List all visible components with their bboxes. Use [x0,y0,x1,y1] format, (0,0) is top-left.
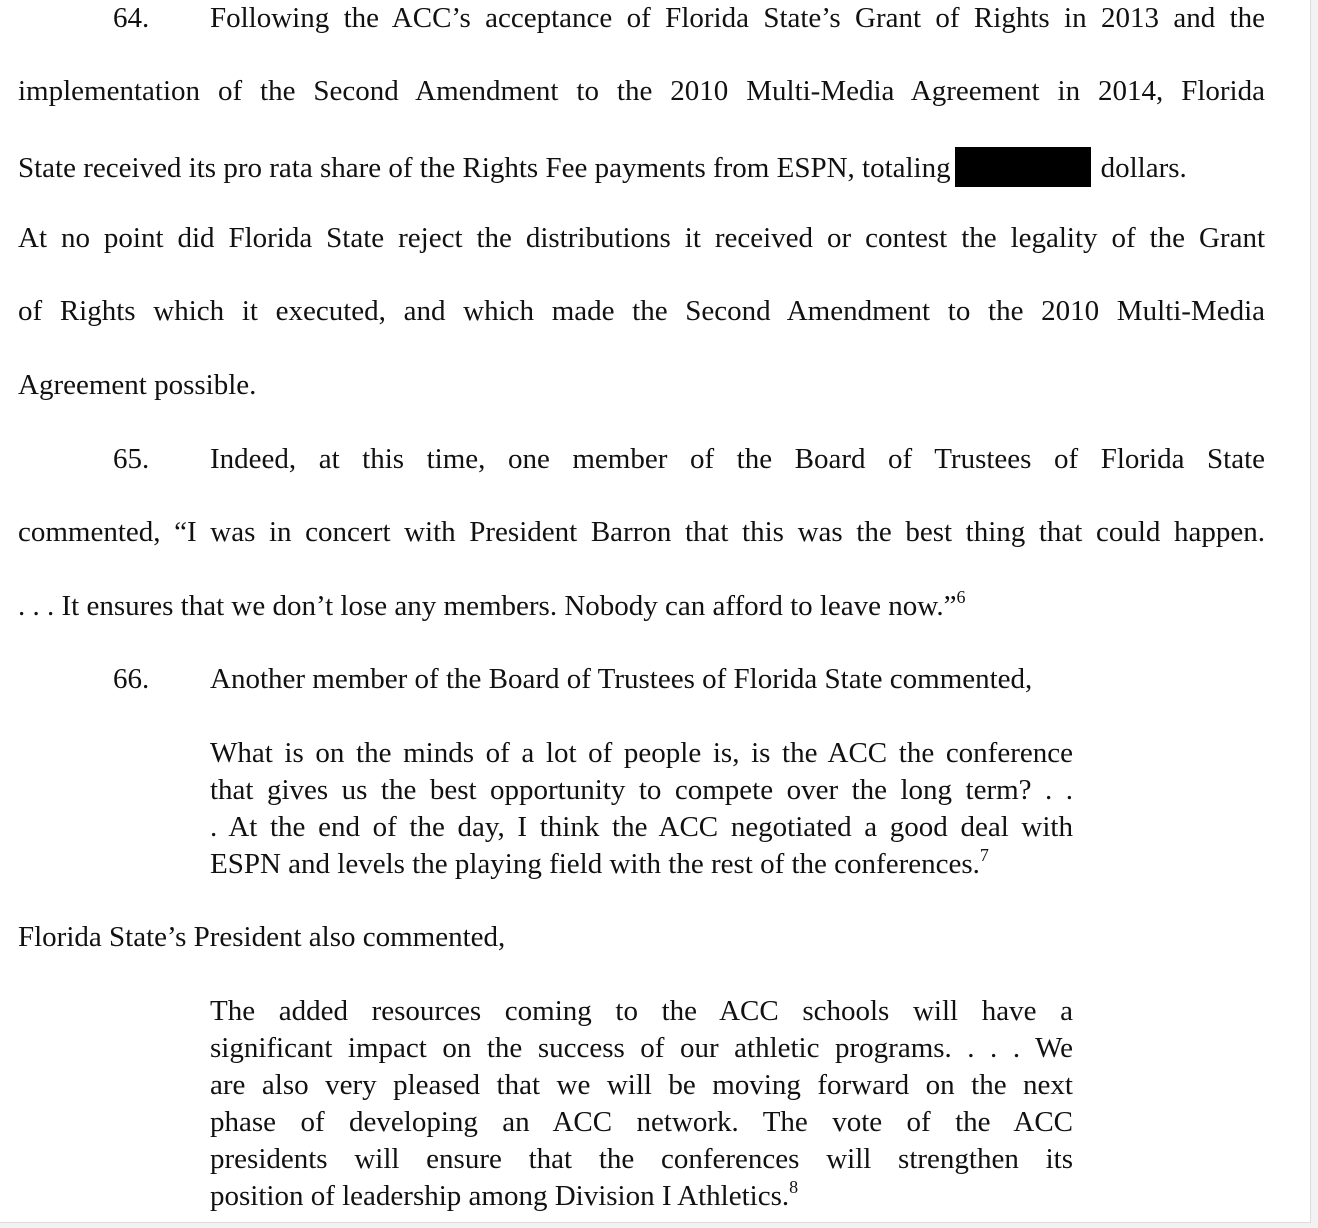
block-quote-2-line-1: The added resources coming to the ACC schools will have a [210,995,1073,1027]
paragraph-64-line-3-end: dollars. [1100,152,1187,184]
paragraph-65-line-1: Indeed, at this time, one member of the Board of Trustees of Florida State [210,443,1265,475]
block-quote-1-line-3: . At the end of the day, I think the ACC negotiated a good deal with [210,811,1073,843]
paragraph-64-line-2: implementation of the Second Amendment to the 2010 Multi-Media Agreement in 2014, Florida [18,75,1265,107]
paragraph-64-line-6: Agreement possible. [18,369,257,401]
block-quote-2-line-4: phase of developing an ACC network. The vote of the ACC [210,1106,1073,1138]
footnote-6-marker: 6 [956,587,966,607]
paragraph-66-number: 66. [113,663,150,695]
paragraph-65-line-3-text: . . . It ensures that we don’t lose any members. Nobody can afford to leave now.” [18,590,957,622]
paragraph-64-line-3 [18,147,1187,187]
paragraph-64-line-4: At no point did Florida State reject the distributions it received or contest the legality of the Grant [18,222,1265,254]
president-comment-line: Florida State’s President also commented, [18,921,506,953]
paragraph-64-line-5: of Rights which it executed, and which made the Second Amendment to the 2010 Multi-Media [18,295,1265,327]
paragraph-64-line-1: Following the ACC’s acceptance of Florida State’s Grant of Rights in 2013 and the [210,2,1265,34]
block-quote-2-line-6 [210,1178,1073,1215]
paragraph-65-number: 65. [113,443,150,475]
block-quote-2-line-3: are also very pleased that we will be moving forward on the next [210,1069,1073,1101]
block-quote-1 [210,735,1073,883]
block-quote-2-line-2: significant impact on the success of our athletic programs. . . . We [210,1032,1073,1064]
paragraph-66-line-1: Another member of the Board of Trustees of Florida State commented, [210,663,1033,695]
redaction-box [955,147,1091,187]
block-quote-2 [210,993,1073,1215]
block-quote-2-line-6-text: position of leadership among Division I Athletics. [210,1180,790,1212]
footnote-7-marker: 7 [979,845,989,865]
paragraph-65-line-3 [18,589,965,623]
paragraph-64-line-3-text: State received its pro rata share of the Rights Fee payments from ESPN, totaling [18,152,951,184]
paragraph-64-number: 64. [113,2,150,34]
block-quote-1-line-4-text: ESPN and levels the playing field with the rest of the conferences. [210,848,980,880]
block-quote-1-line-2: that gives us the best opportunity to compete over the long term? . . [210,774,1073,806]
block-quote-1-line-4 [210,846,1073,883]
footnote-8-marker: 8 [789,1177,799,1197]
paragraph-65-line-2: commented, “I was in concert with President Barron that this was the best thing that could happen. [18,516,1265,548]
block-quote-1-line-1: What is on the minds of a lot of people is, is the ACC the conference [210,737,1073,769]
block-quote-2-line-5: presidents will ensure that the conferences will strengthen its [210,1143,1073,1175]
